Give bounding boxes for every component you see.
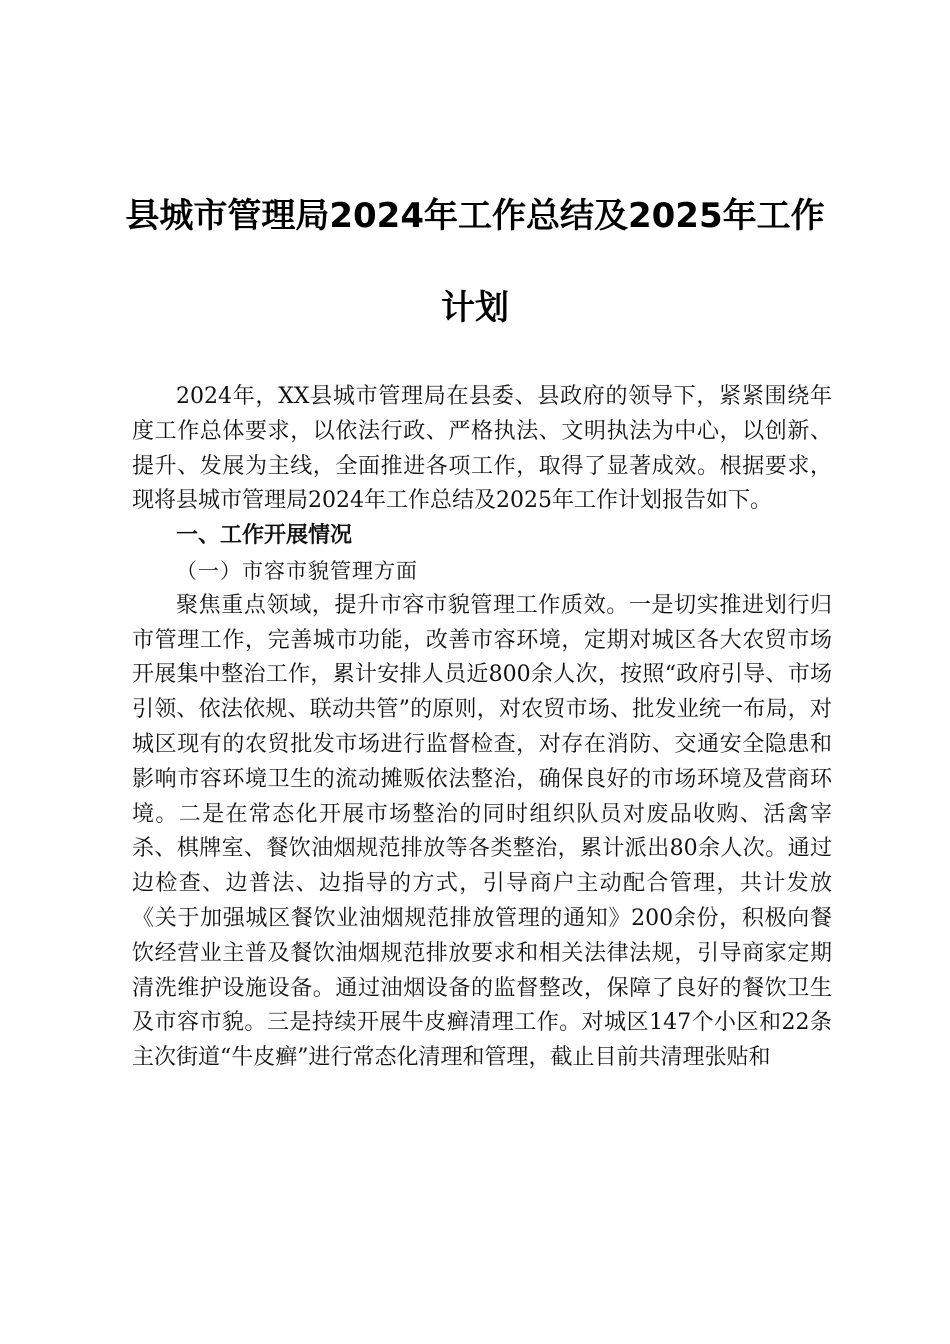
- section-heading: 一、工作开展情况: [176, 523, 353, 549]
- intro-paragraph: 2024年，XX县城市管理局在县委、县政府的领导下，紧紧围绕年度工作总体要求，以依法行政、严格执法、文明执法为中心，以创新、提升、发展为主线，全面推进各项工作，取得了显著成效。根据要求，现将县城市管理局2024年工作总结及2025年工作计划报告如下。: [132, 384, 832, 514]
- body-paragraph: 聚焦重点领域，提升市容市貌管理工作质效。一是切实推进划行归市管理工作，完善城市功能，改善市容环境，定期对城区各大农贸市场开展集中整治工作，累计安排人员近800余人次，按照“政府引导、市场引领、依法依规、联动共管”的原则，对农贸市场、批发业统一布局，对城区现有的农贸批发市场进行监督检查，对存在消防、交通安全隐患和影响市容环境卫生的流动摊贩依法整治，确保良好的市场环境及营商环境。二是在常态化开展市场整治的同时组织队员对废品收购、活禽宰杀、棋牌室、餐饮油烟规范排放等各类整治，累计派出80余人次。通过边检查、边普法、边指导的方式，引导商户主动配合管理，共计发放《关于加强城区餐饮业油烟规范排放管理的通知》200余份，积极向餐饮经营业主普及餐饮油烟规范排放要求和相关法律法规，引导商家定期清洗维护设施设备。通过油烟设备的监督整改，保障了良好的餐饮卫生及市容市貌。三是持续开展牛皮癣清理工作。对城区147个小区和22条主次街道“牛皮癣”进行常态化清理和管理，截止目前共清理张贴和: [132, 592, 832, 1071]
- subsection-heading: （一）市容市貌管理方面: [176, 558, 418, 583]
- document-title-line-2: 计划: [441, 288, 509, 328]
- document-body: [132, 380, 832, 1076]
- document-title-line-1: 县城市管理局2024年工作总结及2025年工作: [125, 196, 825, 236]
